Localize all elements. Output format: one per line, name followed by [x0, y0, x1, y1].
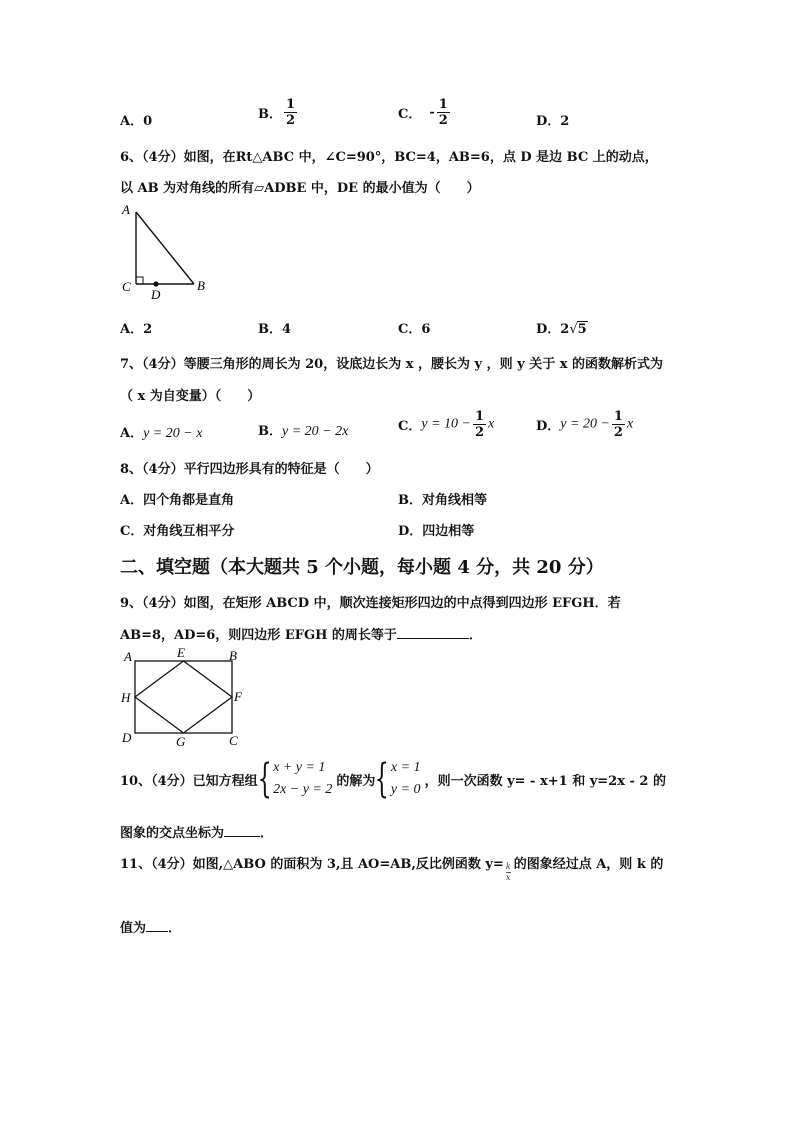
q6-triangle-figure: [118, 200, 218, 306]
q7-option-a: [120, 422, 202, 442]
q11-line2-end: ．: [168, 921, 182, 936]
q5-option-a: A．0: [120, 114, 153, 129]
q7-option-b: [258, 420, 348, 440]
q6-point-d: [153, 281, 158, 286]
q7-option-c: [398, 410, 494, 439]
q9-line2-text: AB=8，AD=6，则四边形 EFGH 的周长等于: [120, 628, 397, 643]
q10-middle: 的解为: [336, 773, 376, 789]
q5-option-c-num: 1: [438, 97, 448, 112]
q5-option-c: [398, 98, 452, 127]
q8-stem: 8、（4分）平行四边形具有的特征是（ ）: [120, 462, 379, 477]
q6-option-d-radicand: 5: [577, 322, 587, 337]
q6-label-a: A: [122, 202, 130, 217]
q8-option-b: B．对角线相等: [398, 493, 487, 508]
q10-system-equations: [258, 757, 333, 801]
q9-rectangle-abcd: [135, 661, 232, 733]
q10-system-solution: [375, 757, 420, 801]
q6-option-d: D．2√5: [536, 322, 587, 337]
q9-label-c: C: [229, 733, 238, 748]
q10-solution-1: x = 1: [390, 760, 421, 775]
q10-line2-text: 图象的交点坐标为: [120, 826, 225, 841]
q11-fraction: [506, 863, 511, 883]
q6-option-c: C．6: [398, 322, 431, 337]
q9-label-f: F: [234, 689, 242, 704]
q11-line2-text: 值为: [120, 921, 147, 936]
q11-frac-den: x: [506, 872, 511, 882]
q10-answer-blank: [224, 824, 260, 837]
q10-system-brace: {: [257, 756, 272, 802]
q10-stem-line2: [120, 822, 273, 841]
q7-option-b-prefix: B．: [258, 424, 282, 439]
q11-stem-line2: [120, 917, 181, 936]
q9-stem-line1: 9、（4分）如图，在矩形 ABCD 中，顺次连接矩形四边的中点得到四边形 EFGH．若: [120, 596, 621, 611]
q6-stem-line1: 6、（4分）如图，在Rt△ABC 中，∠C=90°，BC=4，AB=6，点 D 是边 BC 上的动点，: [120, 150, 658, 165]
q8-option-c: C．对角线互相平分: [120, 524, 235, 539]
q7-option-d: [536, 410, 633, 439]
q6-label-d: D: [151, 287, 161, 302]
q6-side-ab: [136, 212, 194, 284]
q5-option-b-prefix: B．: [258, 107, 282, 122]
q9-quadrilateral-efgh: [135, 661, 232, 733]
q7-option-a-expr: y = 20 − x: [143, 426, 203, 441]
q6-stem-line2: 以 AB 为对角线的所有▱ADBE 中，DE 的最小值为（ ）: [120, 181, 480, 196]
q6-label-b: B: [197, 278, 205, 293]
q10-equation-1: x + y = 1: [273, 760, 326, 775]
q11-answer-blank: [146, 919, 168, 932]
q7-option-a-prefix: A．: [120, 426, 144, 441]
q8-option-a: A．四个角都是直角: [120, 493, 235, 508]
q9-label-g: G: [176, 734, 186, 749]
q9-answer-blank: [397, 626, 469, 639]
q7-option-c-den: 2: [474, 425, 485, 440]
q9-rectangle-figure: [116, 644, 248, 752]
q7-option-b-expr: y = 20 − 2x: [282, 424, 349, 439]
q7-stem-line1: 7、（4分）等腰三角形的周长为 20，设底边长为 x ，腰长为 y ，则 y 关于 x 的函数解析式为: [120, 357, 664, 372]
q10-line2-end: ．: [260, 826, 274, 841]
q10-solution-brace: {: [375, 756, 390, 802]
q6-label-c: C: [122, 279, 131, 294]
q7-option-d-var: x: [626, 416, 634, 432]
q10-prefix: 10、（4分）已知方程组: [120, 773, 258, 789]
q9-label-a: A: [124, 649, 132, 664]
q5-option-c-den: 2: [438, 113, 448, 128]
q7-option-c-var: x: [488, 416, 495, 432]
q9-stem-line2: [120, 624, 482, 643]
section-heading: 二、填空题（本大题共 5 个小题，每小题 4 分，共 20 分）: [120, 557, 604, 578]
q7-option-c-fraction: [473, 410, 486, 439]
q7-option-d-num: 1: [613, 409, 623, 424]
q10-stem-line1: [120, 757, 666, 801]
q9-label-h: H: [121, 690, 131, 705]
q7-option-d-prefix: D．: [536, 419, 561, 434]
q8-option-d: D．四边相等: [398, 524, 475, 539]
q11-stem-line1: [120, 853, 663, 883]
q5-option-c-prefix: C．: [398, 107, 422, 122]
q6-right-angle-mark: [136, 277, 143, 284]
q7-option-d-den: 2: [613, 425, 623, 440]
q11-suffix: 的图象经过点 A，则 k 的: [513, 857, 664, 872]
q5-option-b-fraction: [284, 98, 297, 127]
q5-option-b: [258, 98, 299, 127]
q10-suffix: ，则一次函数 y= - x+1 和 y=2x - 2 的: [424, 773, 666, 789]
q6-option-a: A．2: [120, 322, 153, 337]
q5-option-b-num: 1: [286, 97, 296, 112]
q5-option-b-den: 2: [286, 113, 296, 128]
q7-option-c-lhs: y = 10 −: [421, 416, 471, 432]
q10-equation-2: 2x − y = 2: [273, 782, 333, 797]
q5-option-c-sign: -: [429, 105, 435, 120]
q10-solution-2: y = 0: [390, 782, 421, 797]
q6-option-d-prefix: D．2: [536, 322, 570, 337]
q11-prefix: 11、（4分）如图,△ABO 的面积为 3,且 AO=AB,反比例函数 y=: [120, 857, 504, 872]
q9-label-b: B: [229, 648, 237, 663]
q7-option-d-lhs: y = 20 −: [560, 416, 610, 432]
q7-option-d-fraction: [612, 410, 625, 439]
q9-label-e: E: [177, 645, 185, 660]
q11-frac-num: k: [505, 862, 511, 871]
q6-option-b: B．4: [258, 322, 292, 337]
q9-label-d: D: [122, 730, 132, 745]
q9-line2-end: ．: [468, 628, 482, 643]
q7-option-c-num: 1: [474, 409, 485, 424]
q5-option-c-fraction: [437, 98, 450, 127]
q5-option-d: D．2: [536, 114, 570, 129]
q7-option-c-prefix: C．: [398, 419, 422, 434]
q7-stem-line2: （ x 为自变量）（ ）: [120, 389, 261, 404]
